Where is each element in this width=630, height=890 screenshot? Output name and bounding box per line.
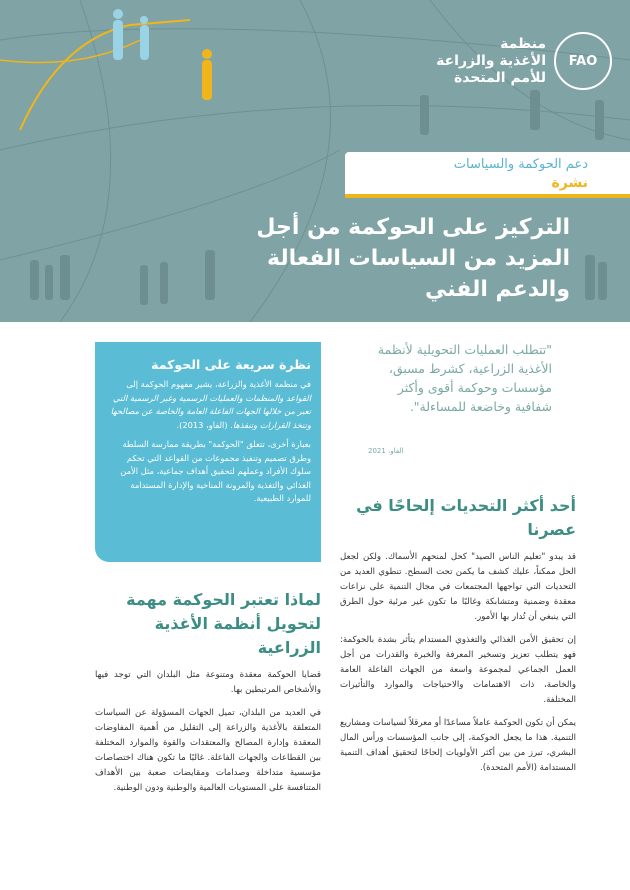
org-name-line: للأمم المتحدة [453,69,546,86]
box-paragraph [107,378,311,432]
governance-at-a-glance-box [95,342,321,562]
right-column [340,494,576,784]
box-citation: . (الفاو، 2013). [176,419,233,430]
series-banner [345,152,630,198]
box-heading: نظرة سريعة على الحوكمة [151,357,311,372]
box-definition: القواعد والمنظمات والعمليات الرسمية وغير الرسمية التي تعبر من خلالها الجهات الفاعلة العامة والخاصة عن مصالحها وتتخذ القرارات وتنفذها [110,392,311,430]
left-column [95,588,321,804]
series-label: دعم الحوكمة والسياسات [453,157,588,172]
section-heading: لماذا تعتبر الحوكمة مهمة لتحويل أنظمة الأغذية الزراعية [126,590,321,657]
fao-emblem-icon: FAO [554,32,612,90]
quote-source: الفاو، 2021 [368,447,404,455]
body-paragraph: يمكن أن تكون الحوكمة عاملاً مساعدًا أو معرقلاً لسياسات ومشاريع التنمية. هذا ما يجعل الحوكمة، إلى جانب المؤسسات ورأس المال البشري، تبرز من بين أكثر الأولويات إلحاحًا لتحقيق أهداف التنمية المستدامة (الأمم المتحدة). [340,718,576,773]
page-title: التركيز على الحوكمة من أجل المزيد من السياسات الفعالة والدعم الفني [256,215,570,302]
people-figures-icon [113,9,149,60]
pull-quote: "تتطلب العمليات التحويلية لأنظمة الأغذية الزراعية، كشرط مسبق، مؤسسات وحوكمة أقوى وأكثر شفافية وخاضعة للمساءلة". [377,342,552,414]
org-name-line: الأغذية والزراعة [436,52,546,69]
box-paragraph: بعبارة أخرى، تتعلق "الحوكمة" بطريقة ممارسة السلطة وطرق تصميم وتنفيذ مجموعات من القواعد التي تحكم سلوك الأفراد وعملهم لتحقيق أهداف جماعية، مثل الأمن الغذائي والتغذية والمرونة المناخية والإدارة المستدامة للموارد الطبيعية. [120,439,311,503]
fao-logo [436,32,612,90]
body-paragraph: إن تحقيق الأمن الغذائي والتغذوي المستدام يتأثر بشدة بالحوكمة: فهو يتطلب تعزيز وتسخير المعرفة والخبرة والقدرات من أجل العمل الجماعي لمجموعة واسعة من الجهات الفاعلة العامة والخاصة، ذات الاهتمامات والاحتياجات والموارد والتأثيرات المختلفة. [340,635,576,705]
body-paragraph: في العديد من البلدان، تميل الجهات المسؤولة عن السياسات المتعلقة بالأغذية والزراعة إلى التقليل من أهمية المفاوضات المعقدة وإدارة المصالح والمعتقدات والقوة والموارد المختلفة بين القطاعات والجهات الفاعلة. غالبًا ما تكون هناك اختصاصات مؤسسية متداخلة وصدامات ومقايضات صعبة بين الأهداف المتنافسة على المستويات العالمية والوطنية ودون الوطنية. [95,708,321,793]
org-name-line: منظمة [500,35,546,52]
box-text: في منظمة الأغذية والزراعة، يشير مفهوم الحوكمة إلى [126,379,311,389]
section-heading: أحد أكثر التحديات إلحاحًا في عصرنا [356,496,576,539]
document-type: نشرة [551,175,588,191]
body-paragraph: قضايا الحوكمة معقدة ومتنوعة مثل البلدان التي توجد فيها والأشخاص المرتبطين بها. [95,670,321,695]
body-paragraph: قد يبدو "تعليم الناس الصيد" كحل لمنحهم الأسماك. ولكن لجعل الحل ممكناً، عليك كشف ما يكمن تحت السطح. تنطوي العديد من التحديات التي تواجهها المجتمعات في مجال التنمية على نزاعات معقدة وضمنية ومتشابكة وغالبًا ما تكون غير مرئية حول الطرق التي ينبغي أن تُدار بها الأمور. [340,552,576,622]
cover-hero [0,0,630,322]
